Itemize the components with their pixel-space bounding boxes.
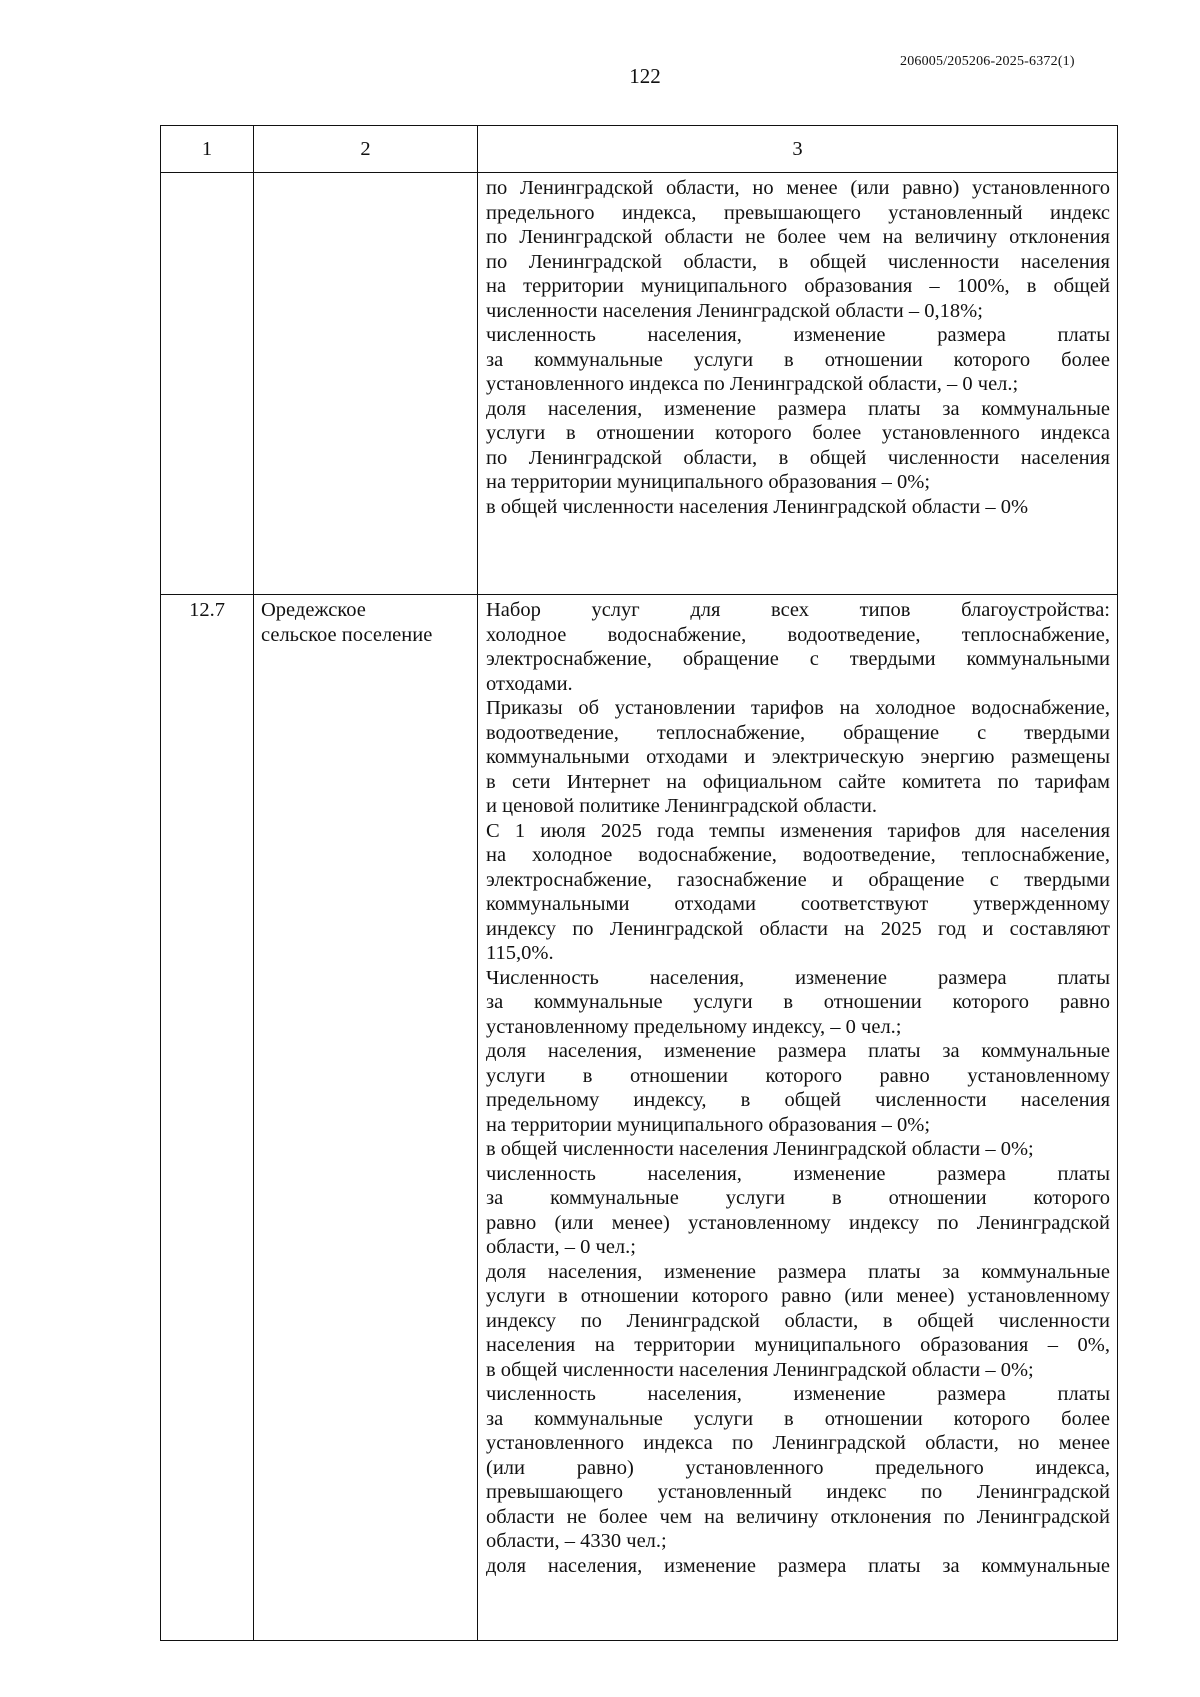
settlement-name-line-1: Оредежское <box>261 599 366 621</box>
text-line: на территории муниципального образования – 100%, в общей <box>486 275 1110 297</box>
text-line: численность населения, изменение размера платы <box>486 324 1110 346</box>
text-line: установленного индекса по Ленинградской области, но менее <box>486 1432 1110 1454</box>
text-line: в общей численности населения Ленинградской области – 0%; <box>486 1138 1034 1160</box>
text-line: на территории муниципального образования – 0%; <box>486 471 931 493</box>
text-line: на холодное водоснабжение, водоотведение, теплоснабжение, <box>486 844 1110 866</box>
text-line: численности населения Ленинградской области – 0,18%; <box>486 299 983 322</box>
text-line: населения на территории муниципального образования – 0%, <box>486 1334 1110 1356</box>
text-line: численность населения, изменение размера платы <box>486 1383 1110 1405</box>
text-line: доля населения, изменение размера платы за коммунальные <box>486 1260 1110 1283</box>
continuation-text-cell <box>478 173 1118 595</box>
text-line: 115,0%. <box>486 942 554 964</box>
text-line: за коммунальные услуги в отношении которого равно <box>486 991 1110 1013</box>
text-line: коммунальными отходами и электрическую энергию размещены <box>486 746 1110 768</box>
header-col-1: 1 <box>161 126 254 173</box>
text-line: области, – 0 чел.; <box>486 1236 636 1258</box>
text-line: индексу по Ленинградской области, в общей численности <box>486 1309 1110 1332</box>
continuation-name-cell <box>254 173 478 595</box>
text-line: индексу по Ленинградской области на 2025 год и составляют <box>486 917 1110 940</box>
continuation-number-cell <box>161 173 254 595</box>
text-line: электроснабжение, обращение с твердыми коммунальными <box>486 648 1110 670</box>
text-line: Приказы об установлении тарифов на холодное водоснабжение, <box>486 697 1110 719</box>
text-line: численность населения, изменение размера платы <box>486 1162 1110 1185</box>
text-line: за коммунальные услуги в отношении которого <box>486 1187 1110 1209</box>
text-line: по Ленинградской области, в общей численности населения <box>486 250 1110 273</box>
text-line: услуги в отношении которого более установленного индекса <box>486 422 1110 444</box>
table-row-continuation <box>161 173 1118 595</box>
text-line: установленному предельному индексу, – 0 чел.; <box>486 1015 902 1038</box>
text-line: на территории муниципального образования – 0%; <box>486 1113 931 1136</box>
text-line: услуги в отношении которого равно установленному <box>486 1064 1110 1087</box>
text-line: услуги в отношении которого равно (или менее) установленному <box>486 1285 1110 1307</box>
text-line: доля населения, изменение размера платы за коммунальные <box>486 397 1110 420</box>
text-line: области, – 4330 чел.; <box>486 1530 667 1552</box>
text-line: установленного индекса по Ленинградской области, – 0 чел.; <box>486 373 1019 395</box>
text-line: по Ленинградской области, в общей численности населения <box>486 446 1110 469</box>
text-line: коммунальными отходами соответствуют утвержденному <box>486 893 1110 915</box>
text-line: по Ленинградской области, но менее (или равно) установленного <box>486 177 1110 199</box>
text-line: Набор услуг для всех типов благоустройства: <box>486 599 1110 621</box>
header-col-3: 3 <box>478 126 1118 173</box>
text-line: предельного индекса, превышающего установленный индекс <box>486 201 1110 224</box>
text-line: за коммунальные услуги в отношении которого более <box>486 1407 1110 1430</box>
text-line: области не более чем на величину отклонения по Ленинградской <box>486 1505 1110 1528</box>
text-line: по Ленинградской области не более чем на величину отклонения <box>486 226 1110 248</box>
text-line: (или равно) установленного предельного индекса, <box>486 1456 1110 1479</box>
text-line: превышающего установленный индекс по Ленинградской <box>486 1481 1110 1503</box>
text-line: С 1 июля 2025 года темпы изменения тарифов для населения <box>486 819 1110 842</box>
text-line: в общей численности населения Ленинградской области – 0% <box>486 495 1029 518</box>
header-col-2: 2 <box>254 126 478 173</box>
settlement-name <box>254 595 478 1641</box>
table-header-row <box>161 126 1118 173</box>
text-line: водоотведение, теплоснабжение, обращение с твердыми <box>486 721 1110 744</box>
text-line: в общей численности населения Ленинградской области – 0%; <box>486 1358 1034 1381</box>
tariff-table <box>160 125 1118 1641</box>
table-row-12-7 <box>161 595 1118 1641</box>
text-line: Численность населения, изменение размера платы <box>486 966 1110 989</box>
text-line: за коммунальные услуги в отношении которого более <box>486 348 1110 371</box>
text-line: в сети Интернет на официальном сайте комитета по тарифам <box>486 770 1110 793</box>
text-line: предельному индексу, в общей численности населения <box>486 1089 1110 1111</box>
settlement-name-line-2: сельское поселение <box>261 623 433 646</box>
document-id: 206005/205206-2025-6372(1) <box>900 54 1075 69</box>
row-12-7-text-cell <box>478 595 1118 1641</box>
text-line: доля населения, изменение размера платы за коммунальные <box>486 1040 1110 1062</box>
text-line: отходами. <box>486 672 573 695</box>
page-number: 122 <box>629 64 661 88</box>
text-line: электроснабжение, газоснабжение и обращение с твердыми <box>486 868 1110 891</box>
text-line: холодное водоснабжение, водоотведение, теплоснабжение, <box>486 623 1110 646</box>
text-line: равно (или менее) установленному индексу по Ленинградской <box>486 1211 1110 1234</box>
text-line: доля населения, изменение размера платы за коммунальные <box>486 1554 1110 1577</box>
text-line: и ценовой политике Ленинградской области. <box>486 795 878 817</box>
row-number: 12.7 <box>161 595 254 1641</box>
